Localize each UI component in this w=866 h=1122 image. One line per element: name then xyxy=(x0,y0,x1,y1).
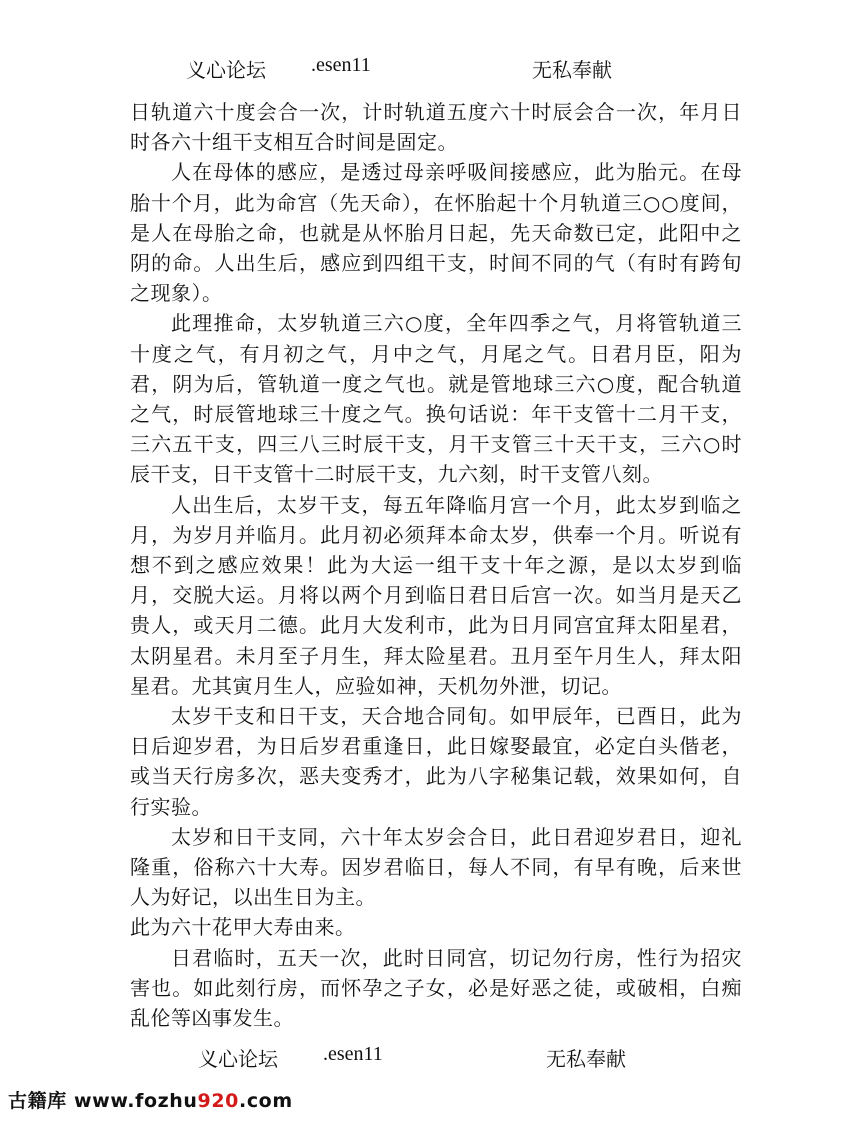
footer-site-code: .esen11 xyxy=(323,1043,383,1065)
header-site-code: .esen11 xyxy=(311,54,371,76)
footer-forum-name: 义心论坛 xyxy=(198,1047,278,1071)
watermark-site-name: 古籍库 xyxy=(8,1090,67,1112)
paragraph-2: 人在母体的感应，是透过母亲呼吸间接感应，此为胎元。在母胎十个月，此为命宫（先天命），在怀胎起十个月轨道三○○度间，是人在母胎之命，也就是从怀胎月日起，先天命数已定，此阳中之阴的命。人出生后，感应到四组干支，时间不同的气（有时有跨旬之现象）。 xyxy=(130,160,742,306)
header-dedication: 无私奉献 xyxy=(532,58,612,82)
watermark-url-suffix: .com xyxy=(239,1090,293,1112)
paragraph-1: 日轨道六十度会合一次，计时轨道五度六十时辰会合一次，年月日时各六十组干支相互合时间是固定。 xyxy=(130,100,742,155)
paragraph-5: 太岁干支和日干支，天合地合同旬。如甲辰年，已酉日，此为日后迎岁君，为日后岁君重逢日，此日嫁娶最宜，必定白头偕老，或当天行房多次，恶夫变秀才，此为八字秘集记载，效果如何，自行实验。 xyxy=(130,704,742,819)
paragraph-4: 人出生后，太岁干支，每五年降临月宫一个月，此太岁到临之月，为岁月并临月。此月初必须拜本命太岁，供奉一个月。听说有想不到之感应效果！此为大运一组干支十年之源，是以太岁到临月，交脱大运。月将以两个月到临日君日后宫一次。如当月是天乙贵人，或天月二德。此月大发利市，此为日月同宫宜拜太阳星君，太阴星君。未月至子月生，拜太险星君。丑月至午月生人，拜太阳星君。尤其寅月生人，应验如神，天机勿外泄，切记。 xyxy=(130,492,742,698)
footer-dedication: 无私奉献 xyxy=(546,1047,626,1071)
paragraph-3: 此理推命，太岁轨道三六○度，全年四季之气，月将管轨道三十度之气，有月初之气，月中之气，月尾之气。日君月臣，阳为君，阴为后，管轨道一度之气也。就是管地球三六○度，配合轨道之气，时辰管地球三十度之气。换句话说：年干支管十二月干支，三六五干支，四三八三时辰干支，月干支管三十天干支，三六○时辰干支，日干支管十二时辰干支，九六刻，时干支管八刻。 xyxy=(130,311,742,487)
site-watermark xyxy=(8,1086,293,1116)
watermark-url-prefix: www.fozhu xyxy=(74,1090,198,1112)
header-forum-name: 义心论坛 xyxy=(186,58,266,82)
document-body xyxy=(130,97,742,1033)
paragraph-8: 日君临时，五天一次，此时日同宫，切记勿行房，性行为招灾害也。如此刻行房，而怀孕之子女，必是好恶之徒，或破相，白痴乱伦等凶事发生。 xyxy=(130,945,742,1031)
paragraph-7: 此为六十花甲大寿由来。 xyxy=(130,915,356,940)
paragraph-6: 太岁和日干支同，六十年太岁会合日，此日君迎岁君日，迎礼隆重，俗称六十大寿。因岁君临日，每人不同，有早有晚，后来世人为好记，以出生日为主。 xyxy=(130,824,742,910)
page-footer xyxy=(0,1043,866,1073)
page-header xyxy=(0,54,866,84)
watermark-url-number: 920 xyxy=(197,1090,239,1112)
